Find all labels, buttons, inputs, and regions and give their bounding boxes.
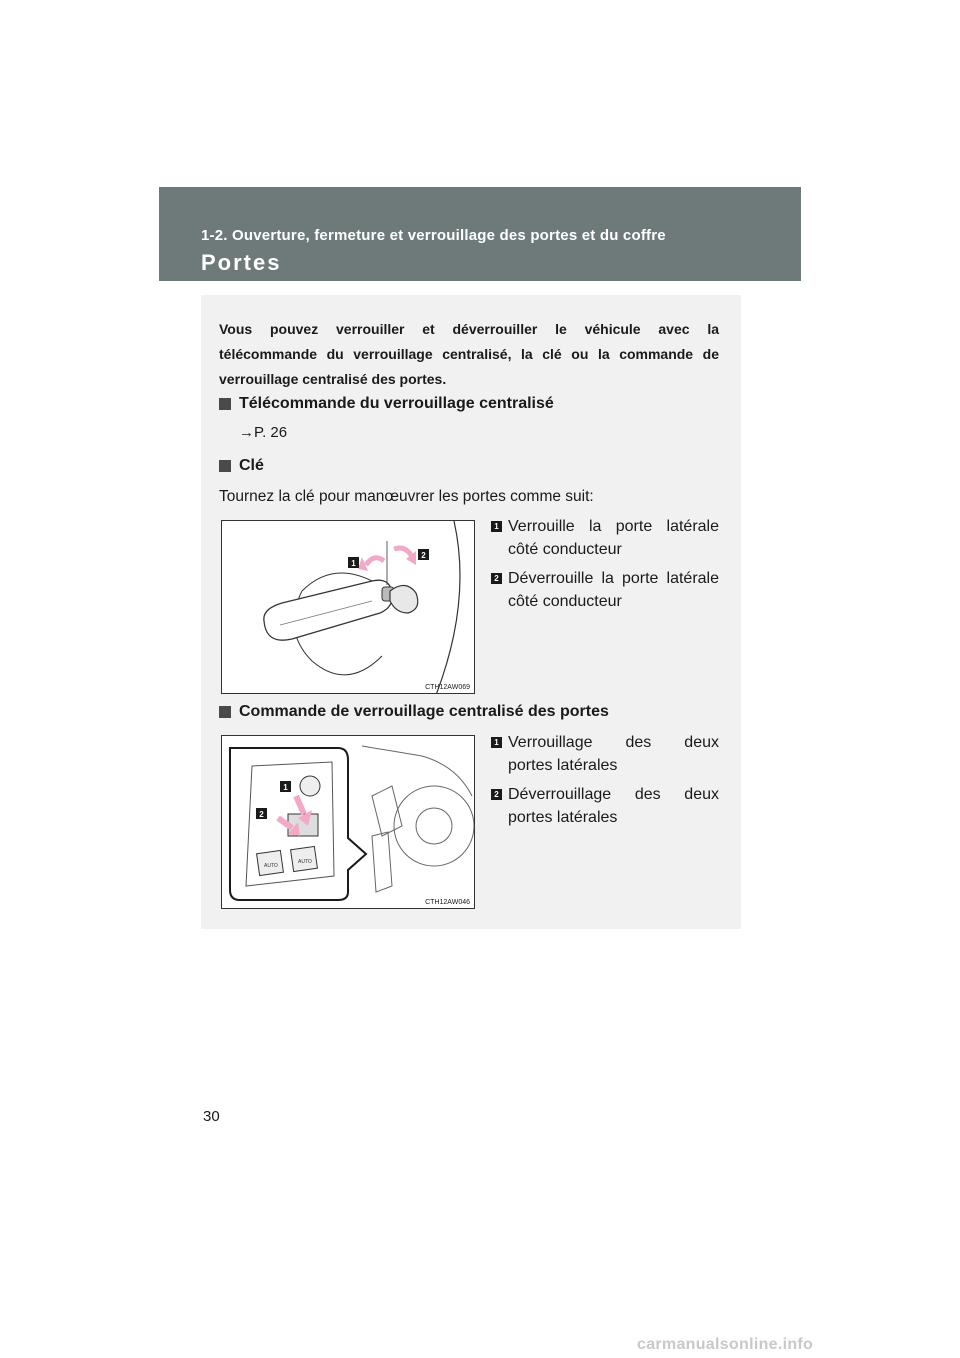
svg-text:2: 2 [259,810,264,819]
auto-button-label: AUTO [264,863,278,869]
content-box [201,295,741,929]
page-title: Portes [201,250,282,275]
legend-item: 1 Verrouille la porte latérale côté conducteur [491,515,719,561]
svg-text:2: 2 [421,551,426,560]
key-instruction: Tournez la clé pour manœuvrer les portes comme suit: [219,488,594,505]
switch-heading [219,703,609,721]
intro-line: Vous pouvez verrouiller et déverrouiller le véhicule avec la [219,321,719,337]
section-label: 1-2. Ouverture, fermeture et verrouillage des portes et du coffre [201,227,666,244]
number-badge-icon: 2 [491,573,502,584]
key-figure [221,520,475,694]
switch-legend [491,731,719,835]
number-badge-icon: 2 [491,789,502,800]
key-legend [491,515,719,619]
intro-line: télécommande du verrouillage centralisé, la clé ou la commande de [219,346,719,362]
number-badge-icon: 1 [491,521,502,532]
switch-heading-text: Commande de verrouillage centralisé des portes [239,703,609,720]
remote-heading-text: Télécommande du verrouillage centralisé [239,395,554,412]
remote-heading [219,395,554,413]
switch-figure [221,735,475,909]
svg-text:1: 1 [283,783,288,792]
number-badge-icon: 1 [491,737,502,748]
intro-line: verrouillage centralisé des portes. [219,371,447,387]
figure-code: CTH12AW046 [425,899,470,906]
square-bullet-icon [219,460,231,472]
figure-code: CTH12AW069 [425,684,470,691]
key-heading [219,457,264,475]
page-number: 30 [203,1108,220,1125]
door-switch-illustration [222,736,475,909]
square-bullet-icon [219,398,231,410]
square-bullet-icon [219,706,231,718]
section-header-band [159,187,801,281]
svg-text:1: 1 [351,559,356,568]
legend-item: 1 Verrouillage des deux portes latérales [491,731,719,777]
page-reference-link[interactable]: →P. 26 [239,424,288,441]
intro-paragraph [219,317,719,392]
key-heading-text: Clé [239,457,264,474]
door-handle-key-illustration [222,521,475,694]
legend-item: 2 Déverrouillage des deux portes latérales [491,783,719,829]
legend-item: 2 Déverrouille la porte latérale côté conducteur [491,567,719,613]
watermark: carmanualsonline.info [637,1336,814,1353]
auto-button-label: AUTO [298,859,312,865]
